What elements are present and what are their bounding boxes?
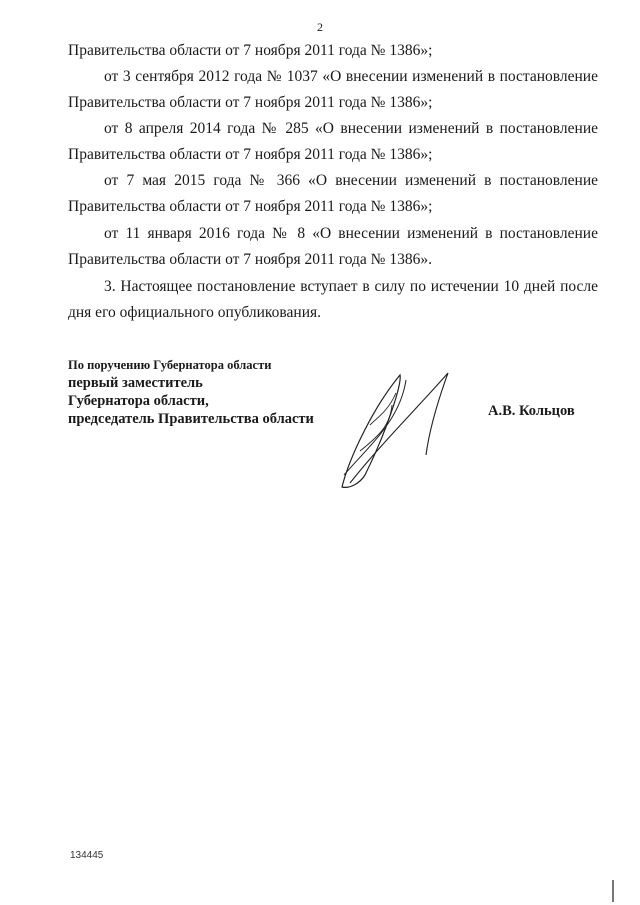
body-line-11: дня его официального опубликования. [68,304,322,321]
body-line-2: от 3 сентября 2012 года № 1037 «О внесении изменений в постановление [104,68,598,85]
signer-name: А.В. Кольцов [488,403,575,419]
signer-position-line-3: председатель Правительства области [68,411,314,427]
body-line-6: от 7 мая 2015 года № 366 «О внесении изменений в постановление [104,172,598,189]
body-line-10: 3. Настоящее постановление вступает в силу по истечении 10 дней после [104,278,598,295]
signer-position-line-1: первый заместитель [68,375,203,391]
page-edge-mark [612,880,614,902]
signer-position-line-2: Губернатора области, [68,393,209,409]
handwritten-signature [330,365,470,495]
body-line-1: Правительства области от 7 ноября 2011 года № 1386»; [68,42,433,59]
page-number: 2 [317,20,323,34]
body-line-4: от 8 апреля 2014 года № 285 «О внесении изменений в постановление [104,120,598,137]
body-line-5: Правительства области от 7 ноября 2011 года № 1386»; [68,146,433,163]
body-line-9: Правительства области от 7 ноября 2011 года № 1386». [68,251,432,268]
body-line-8: от 11 января 2016 года № 8 «О внесении изменений в постановление [104,225,598,242]
document-code: 134445 [70,850,104,861]
body-line-7: Правительства области от 7 ноября 2011 года № 1386»; [68,198,433,215]
body-line-3: Правительства области от 7 ноября 2011 года № 1386»; [68,94,433,111]
on-behalf-line: По поручению Губернатора области [68,358,272,372]
